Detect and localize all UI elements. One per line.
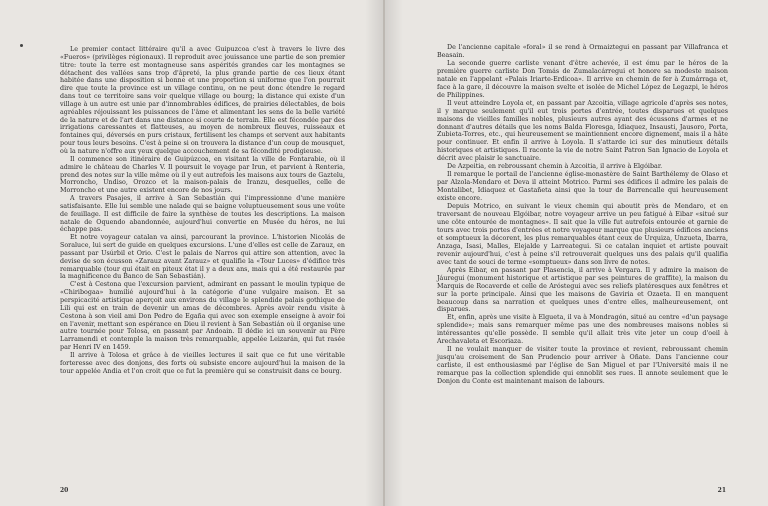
page-number-left: 20 (60, 487, 69, 494)
paragraph: Il commence son itinéraire de Guipúzcoa, en visitant la ville de Fontarabie, où il admire le château de Charles V. Il poursuit le voyage par Irun, et parvient à Renteria, prend des notes sur la ville même où il y eut autrefois les maisons aux tours de Gaztelu, Morroncho, Undiso, Orozco et la maison-palais de Iranzu, desquelles, celle de Morroncho et une autre existent encore de nos jours. (60, 155, 345, 195)
paragraph: De Azpeitia, en rebroussant chemin à Azcoitia, il arrive à Elgóibar. (447, 163, 663, 171)
ink-speck (20, 44, 23, 47)
right-page (385, 0, 768, 506)
paragraph: Après Eibar, en passant par Plasencia, il arrive à Vergara. Il y admire la maison de Jáuregui (monument historique et artistique par ses peintures de graffite), la maison du Marquis de Rocaverde et celle de Aróstegui avec ses reliefs platéresques aux fenêtres et sur la porte principale. Ainsi que les maisons de Gaviria et Ozaeta. Il en manquent beaucoup dans sa narration et quelques unes d'entre elles, malheureusement, ont disparues. (437, 266, 728, 314)
paragraph: Il remarque le portail de l'ancienne église-monastère de Saint Barthélemy de Olaso et par Alzola-Mendaro et Deva il atteint Motrico. Parmi ses édifices il admire les palais de Montalibet, Idiaquez et Gastañeta ainsi que la tour de Barrencalle qui heureusement existe encore. (437, 171, 728, 203)
paragraph: La seconde guerre carliste venant d'être achevée, il est ému par le héros de la première guerre carliste Don Tomás de Zumalacárregui et honore sa modeste maison natale en l'appelant «Palais Iriarte-Erdicoa». Il arrive en chemin de fer à Zumárraga et, face à la gare, il découvre la maison svelte et isolée de Michel López de Legazpi, le héros de Philippines. (437, 59, 728, 99)
paragraph: Depuis Motrico, en suivant le vieux chemin qui aboutit près de Mendaro, et en traversant de nouveau Elgóibar, notre voyageur arrive un peu fatigué à Eibar «situé sur une côte entourée de montagnes». Il sait que la ville fut autrefois entourée et garnie de tours avec trois portes d'entrées et notre voyageur marque que plusieurs édifices anciens et somptueux la décorent, les plus remarquables étant ceux de Urquiza, Unzueta, Ibarra, Anzaga, Isasi, Malles, Elejalde y Larreategui. Si ce catalan inquiet et artiste pouvait revenir aujourd'hui, c'est à peine s'il retrouverait quelques uns des palais qu'il qualifia avec tant de souci de terme «somptueux» dans son livre de notes. (437, 203, 728, 266)
paragraph: Il arrive à Tolosa et grâce à de vieilles lectures il sait que ce fut une véritable forteresse avec des donjons, des forts où subsiste encore aujourd'hui la maison de la tour appelée Andia et l'on croit que ce fut la première qui se construisit dans ce bourg. (60, 351, 345, 375)
left-page-text (60, 46, 345, 375)
left-page (0, 0, 383, 506)
right-page-text (437, 44, 728, 386)
paragraph: Il ne voulait manquer de visiter toute la province et revient, rebroussant chemin jusqu'au croisement de San Prudencio pour arriver à Oñate. Dans l'ancienne cour carliste, il est enthousiasmé par l'église de San Miguel et par l'Université mais il ne remarque pas la collection splendide qui ennoblit ses rues. Il annote seulement que le Donjon du Conte est maintenant maison de labours. (437, 346, 728, 386)
paragraph: Et notre voyageur catalan va ainsi, parcourant la province. L'historien Nicolás de Soraluce, lui sert de guide en quelques excursions. L'une d'elles est celle de Zarauz, en passant par Usúrbil et Orio. C'est le palais de Narros qui attire son attention, avec la devise de son écusson «Zarauz avant Zarauz» et qualifie la «Tour Luces» d'édifice très remarquable (tour qui était en piteux état il y a deux ans, mais qui a été restaurée par la magnificence du Banco de San Sebastián). (60, 234, 345, 281)
paragraph: A travers Pasajes, il arrive à San Sebastián qui l'impressionne d'une manière satisfaisante. Elle lui semble une naïade qui se baigne voluptueusement sous une voûte de feuillage. Il est difficile de faire la synthèse de toutes les descriptions. La maison natale de Oquendo abandonnée, aujourd'hui convertie en Musée du héros, ne lui échappe pas. (60, 195, 345, 234)
page-number-right: 21 (717, 487, 726, 494)
paragraph: De l'ancienne capitale «foral» il se rend à Ormaiztegui en passant par Villafranca et Beasain. (437, 44, 728, 59)
paragraph: Le premier contact littéraire qu'il a avec Guipuzcoa c'est à travers le livre des «Fueros» (privilèges régionaux). Il reproduit avec jouissance une partie de son premier titre: toute la terre est montagneuse sans aspérités grandes car les montagnes se détachent des vallées sans trop d'âpreté, la plus grande partie de ces lieux étant habitée dans une disposition si bonne et une proportion si uniforme que l'on pourrait dire que toute la province est un village continu, on ne peut donc étendre le regard dans tout ce territoire sans voir quelque village ou bourg; la distance qui existe d'un village à un autre est unie par d'innombrables édifices, de prairies délectables, de bois agréables réjouissant les puissances de l'âme et alimentant les sens de la belle variété de la nature et de l'art dans une distance si courte de terrain. Elle est fécondée par des irrigations caressantes et flatteuses, au moyen de nombreux fleuves, ruisseaux et fontaines qui, déversés en purs cristaux, fertilisent les champs et servent aux habitants pour tous leurs besoins. C'est à peine si on trouvera la distance d'un coup de mousquet, où la nature n'offre aux yeux quelque accouchement de sa fécondité prodigieuse. (60, 46, 345, 155)
paragraph: Et, enfin, après une visite à Elgueta, il va à Mondragón, situé au centre «d'un paysage splendide»; mais sans remarquer même pas une des nombreuses maisons nobles si intéressantes qu'elle possède. Il semble qu'il allait très vite jeter un coup d'oeil à Arechavaleta et Escoriaza. (437, 314, 728, 346)
paragraph: Il veut atteindre Loyola et, en passant par Azcoitia, village agricole d'après ses notes, il y marque seulement qu'il eut trois portes d'entrée, toutes disparues et quelques maisons de vieilles familles nobles, plusieurs autres ayant des écussons d'armes et ne donnant d'autres détails que les noms Balda Floresga, Idiaquez, Insausti, Jausoro, Porta, Zubieta-Torres, etc., qui heureusement se maintiennent encore dignement, mais il a hâte pour continuer. Et enfin il arrive à Loyola. Il s'attarde ici sur des minutieux détails historiques et artistiques. Il raconte la vie de notre Saint Patron San Ignacio de Loyola et décrit avec plaisir le sanctuaire. (437, 99, 728, 163)
paragraph: C'est à Cestona que l'excursion parvient, admirant en passant le moulin typique de «Chiribogaa» humilié aujourd'hui à la catégorie d'une vulgaire maison. Et sa perspicacité artistique aperçoit aux environs du village le splendide palais gothique de Lili qui est en train de devenir un amas de décombres. Après avoir rendu visite à Cestona à son vieil ami Don Pedro de Egaña qui avec son exemple enseigne à avoir foi en l'avenir, mettant son espérance en Dieu il revient à San Sebastián où il organise une autre tournée pour Tolosa, en passant par Andoain. Il dédie ici un souvenir au Père Larramendi et contemple la maison très remarquable, appelée Leizarán, qui fut rasée par Henri IV en 1459. (60, 281, 345, 352)
